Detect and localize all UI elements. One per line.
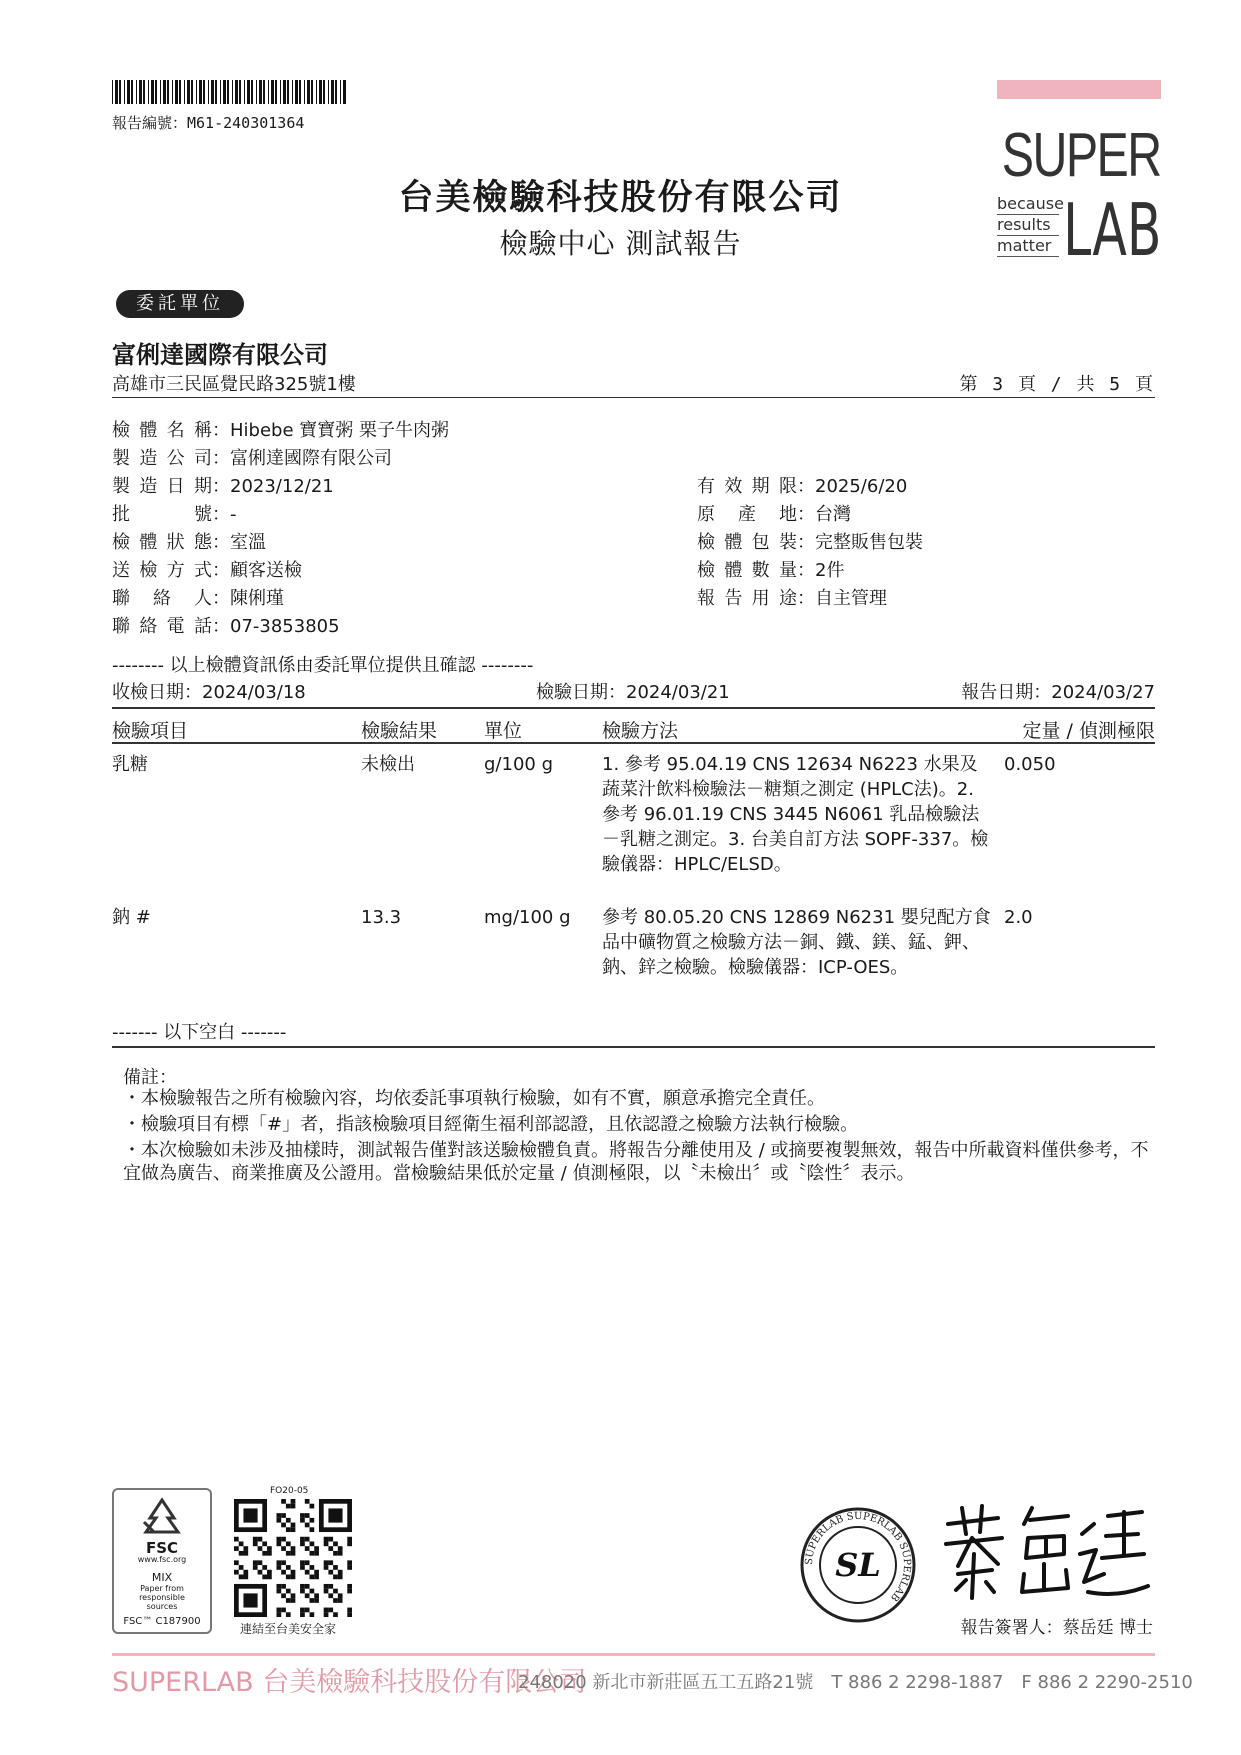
phone-value: ：07-3853805 <box>212 616 340 637</box>
divider <box>112 397 1155 398</box>
receive-date: 收檢日期：2024/03/18 <box>112 682 306 703</box>
row-unit: mg/100 g <box>484 907 571 928</box>
row-result: 未檢出 <box>361 754 415 775</box>
logo-tag-because: because <box>997 194 1064 213</box>
fsc-mix: MIX <box>151 1571 173 1584</box>
row-method: 參考 80.05.20 CNS 12869 N6231 嬰兒配方食品中礦物質之檢驗方法－銅、鐵、鎂、錳、鉀、鈉、鋅之檢驗。檢驗儀器：ICP-OES。 <box>602 907 991 978</box>
seal-ring-text: SUPERLAB SUPERLAB SUPERLAB <box>803 1510 913 1604</box>
purpose-value: ：自主管理 <box>797 588 887 609</box>
seal-text: SL <box>835 1546 881 1584</box>
client-badge: 委託單位 <box>116 290 244 318</box>
qr-caption: 連結至台美安全家 <box>240 1622 337 1636</box>
superlab-logo <box>997 80 1161 272</box>
quantity-label: 檢體數量 <box>697 560 797 581</box>
test-date: 檢驗日期：2024/03/21 <box>536 682 730 703</box>
handwritten-signature <box>928 1494 1152 1610</box>
package-field <box>697 528 923 554</box>
package-label: 檢體包裝 <box>697 532 797 553</box>
sample-name-label: 檢體名稱 <box>112 420 212 441</box>
fsc-tree-icon <box>132 1496 192 1538</box>
row-method: 1. 參考 95.04.19 CNS 12634 N6223 水果及蔬菜汁飲料檢驗法－糖類之測定 (HPLC法)。2. 參考 96.01.19 CNS 3445 N6061 乳品檢驗法－乳糖之測定。3. 台美自訂方法 SOPF-337。檢驗儀器：HPLC/ELSD。 <box>602 754 989 875</box>
fsc-site: www.fsc.org <box>137 1555 187 1564</box>
notes-top-rule <box>112 1046 1155 1048</box>
footer-brand: SUPERLAB 台美檢驗科技股份有限公司 <box>112 1667 587 1698</box>
quantity-field <box>697 556 844 582</box>
barcode <box>112 80 348 104</box>
origin-label: 原 產 地 <box>697 504 797 525</box>
expiry-value: ：2025/6/20 <box>797 476 908 497</box>
maker-value: ：富俐達國際有限公司 <box>212 448 392 469</box>
row-result: 13.3 <box>361 907 402 928</box>
fsc-desc: Paper from responsible sources <box>139 1584 185 1611</box>
qr-code-label: FO20-05 <box>270 1486 309 1496</box>
superlab-seal <box>799 1506 917 1624</box>
note-item: ・檢驗項目有標「#」者，指該檢驗項目經衛生福利部認證，且依認證之檢驗方法執行檢驗。 <box>123 1114 859 1135</box>
report-subtitle: 檢驗中心 測試報告 <box>499 227 742 260</box>
contact-field <box>112 584 284 610</box>
sample-name-field <box>112 416 449 442</box>
header-result: 檢驗結果 <box>361 720 438 742</box>
provided-note: -------- 以上檢體資訊係由委託單位提供且確認 -------- <box>112 655 534 676</box>
maker-label: 製造公司 <box>112 448 212 469</box>
origin-field <box>697 500 851 526</box>
page-info: 第 3 頁 / 共 5 頁 <box>959 374 1155 395</box>
notes-title: 備註： <box>123 1067 177 1088</box>
row-limit: 0.050 <box>1004 754 1056 775</box>
logo-tagline <box>997 194 1064 257</box>
sample-name-value: ：Hibebe 寶寶粥 栗子牛肉粥 <box>212 420 449 441</box>
report-number: 報告編號：M61-240301364 <box>112 114 305 132</box>
mfg-date-field <box>112 472 334 498</box>
client-name: 富俐達國際有限公司 <box>112 341 328 369</box>
expiry-label: 有效期限 <box>697 476 797 497</box>
mfg-date-label: 製造日期 <box>112 476 212 497</box>
expiry-field <box>697 472 907 498</box>
table-header-rule <box>112 742 1155 744</box>
fsc-code: FSC™ C187900 <box>123 1616 201 1627</box>
logo-pink-bar <box>997 80 1161 99</box>
signer-label: 報告簽署人：蔡岳廷 博士 <box>960 1618 1153 1638</box>
logo-tag-matter: matter <box>997 236 1059 257</box>
table-top-rule <box>112 707 1155 709</box>
note-item: ・本檢驗報告之所有檢驗內容，均依委託事項執行檢驗，如有不實，願意承擔完全責任。 <box>123 1088 825 1109</box>
footer-address: 248020 新北市新莊區五工五路21號 T 886 2 2298-1887 F 886 2 2290-2510 <box>518 1672 1193 1693</box>
row-item: 乳糖 <box>112 754 148 775</box>
report-date: 報告日期：2024/03/27 <box>961 682 1155 703</box>
origin-value: ：台灣 <box>797 504 851 525</box>
header-method: 檢驗方法 <box>602 720 679 742</box>
phone-label: 聯絡電話 <box>112 616 212 637</box>
note-item: ・本次檢驗如未涉及抽樣時，測試報告僅對該送驗檢體負責。將報告分離使用及 / 或摘要複製無效，報告中所載資料僅供參考，不宜做為廣告、商業推廣及公證用。當檢驗結果低於定量 / 偵測極限，以〝未檢出〞或〝陰性〞表示。 <box>123 1140 1149 1184</box>
header-unit: 單位 <box>484 720 523 742</box>
fsc-logo <box>112 1488 212 1634</box>
company-title: 台美檢驗科技股份有限公司 <box>398 178 843 218</box>
fsc-name: FSC <box>145 1539 179 1557</box>
batch-value: ：- <box>212 504 237 525</box>
batch-field <box>112 500 237 526</box>
quantity-value: ：2件 <box>797 560 845 581</box>
footer-rule <box>112 1653 1155 1656</box>
contact-value: ：陳俐瑾 <box>212 588 284 609</box>
logo-super-text: SUPER <box>1002 121 1161 190</box>
blank-note: ------- 以下空白 ------- <box>112 1022 287 1043</box>
delivery-label: 送檢方式 <box>112 560 212 581</box>
purpose-field <box>697 584 887 610</box>
state-label: 檢體狀態 <box>112 532 212 553</box>
logo-lab-text: LAB <box>1062 188 1161 272</box>
contact-label: 聯 絡 人 <box>112 588 212 609</box>
mfg-date-value: ：2023/12/21 <box>212 476 334 497</box>
batch-label: 批 號 <box>112 504 212 525</box>
qr-code[interactable] <box>234 1499 352 1617</box>
row-limit: 2.0 <box>1004 907 1033 928</box>
phone-field <box>112 612 340 638</box>
package-value: ：完整販售包裝 <box>797 532 923 553</box>
state-value: ：室溫 <box>212 532 266 553</box>
row-unit: g/100 g <box>484 754 553 775</box>
state-field <box>112 528 266 554</box>
header-item: 檢驗項目 <box>112 720 189 742</box>
logo-tag-results: results <box>997 215 1059 236</box>
header-limit: 定量 / 偵測極限 <box>1022 720 1155 742</box>
delivery-value: ：顧客送檢 <box>212 560 302 581</box>
delivery-field <box>112 556 302 582</box>
client-address: 高雄市三民區覺民路325號1樓 <box>112 374 356 395</box>
maker-field <box>112 444 392 470</box>
row-item: 鈉 # <box>112 907 151 928</box>
purpose-label: 報告用途 <box>697 588 797 609</box>
